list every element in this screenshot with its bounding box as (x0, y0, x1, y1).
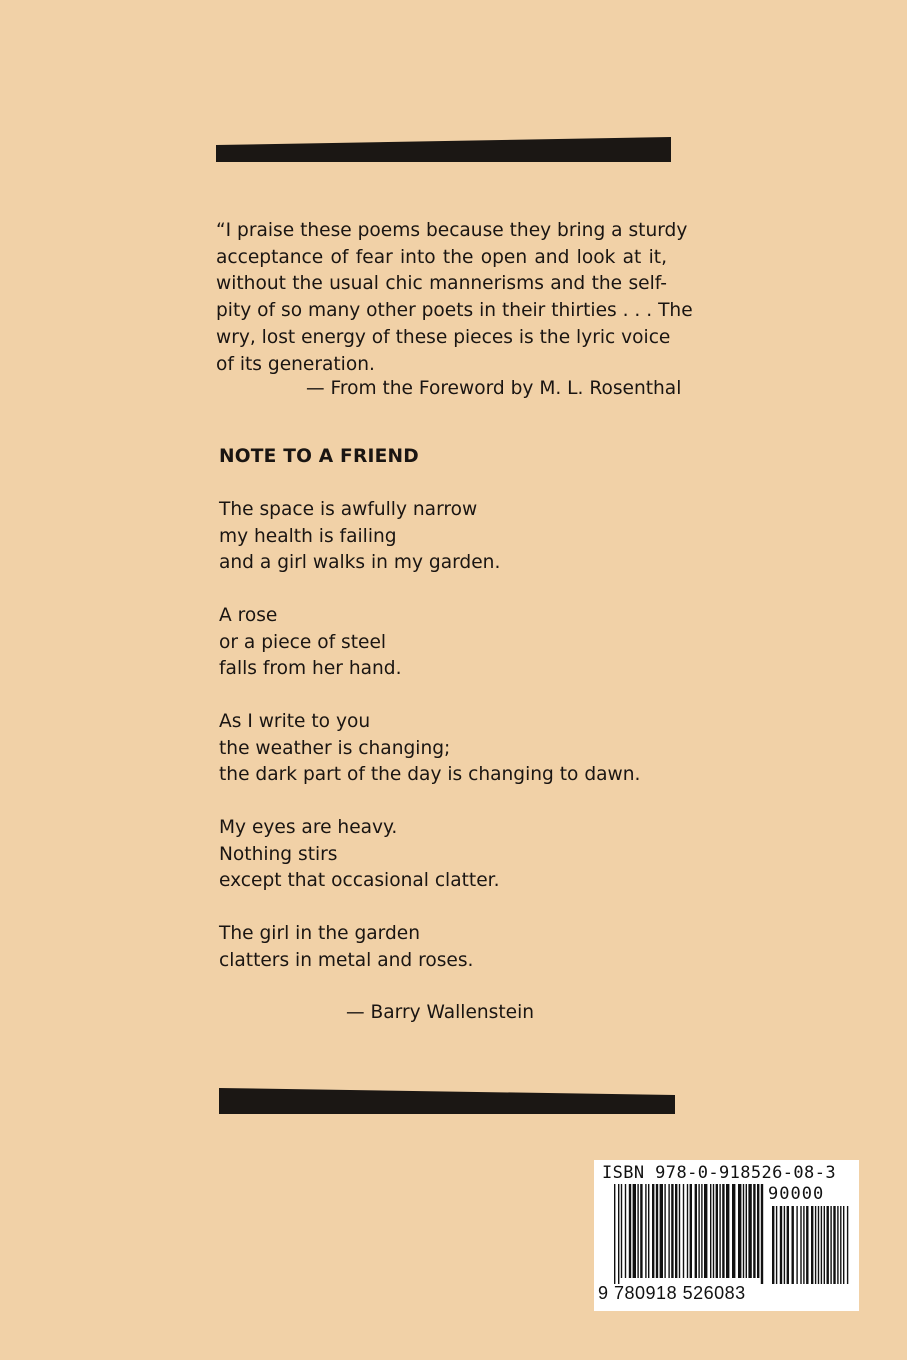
barcode-bar (679, 1184, 680, 1278)
barcode-bar (837, 1206, 838, 1284)
blurb-line: without the usual chic mannerisms and the self- (216, 273, 667, 295)
barcode-bar (640, 1184, 642, 1278)
poem-line: and a girl walks in my garden. (219, 552, 501, 573)
poem-title: NOTE TO A FRIEND (219, 446, 419, 467)
barcode-bar (621, 1184, 622, 1278)
barcode-bar (633, 1184, 636, 1278)
poem-stanza-1 (219, 497, 500, 577)
barcode-bar (675, 1184, 677, 1278)
barcode-bar (652, 1184, 654, 1278)
barcode-bar (806, 1206, 808, 1284)
poem-line: The girl in the garden (219, 923, 421, 944)
barcode-bar (815, 1206, 816, 1284)
barcode-bar (830, 1206, 831, 1284)
poem-line: or a piece of steel (219, 631, 387, 653)
barcode-bar (840, 1206, 841, 1284)
barcode-bar (821, 1206, 822, 1284)
isbn-label: ISBN 978-0-918526-08-3 (602, 1163, 836, 1183)
barcode-bar (753, 1184, 755, 1278)
barcode-bar (614, 1184, 615, 1284)
barcode-bar (722, 1184, 724, 1278)
barcode-bar (757, 1184, 759, 1278)
poem-line: the weather is changing; (219, 737, 451, 759)
blurb-line: of its generation. (216, 353, 375, 375)
barcode-bar (625, 1184, 626, 1278)
barcode-bar (732, 1184, 735, 1278)
poem-line: As I write to you (219, 711, 371, 732)
barcode-bar (648, 1184, 649, 1278)
barcode-bar (687, 1184, 688, 1278)
barcode-bar (746, 1184, 747, 1278)
top-divider-bar (216, 137, 671, 162)
barcode-bar (800, 1206, 801, 1284)
barcode-bar (833, 1206, 835, 1284)
poem-line: Nothing stirs (219, 843, 338, 865)
poem-line: my health is failing (219, 525, 397, 547)
barcode-bar (843, 1206, 844, 1284)
barcode-digits: 9 780918 526083 (598, 1283, 746, 1303)
barcode-bar (743, 1184, 744, 1278)
barcode-bar (824, 1206, 825, 1284)
barcode-bar (710, 1184, 711, 1278)
poem-stanza-5 (219, 921, 473, 974)
poem-line: the dark part of the day is changing to dawn. (219, 764, 641, 785)
barcode-bar (818, 1206, 819, 1284)
barcode-bar (701, 1184, 702, 1278)
barcode-bar (748, 1184, 751, 1278)
poem-line: My eyes are heavy. (219, 817, 398, 838)
poem-line: A rose (219, 605, 278, 626)
barcode-bar (827, 1206, 829, 1284)
blurb-line: acceptance of fear into the open and look at it, (216, 246, 667, 268)
poem-line: except that occasional clatter. (219, 870, 500, 891)
blurb-line: “I praise these poems because they bring a sturdy (216, 220, 688, 241)
barcode-bar (664, 1184, 665, 1278)
barcode-addon-digits: 90000 (768, 1184, 825, 1204)
barcode-bar (671, 1184, 673, 1278)
poem-stanza-4 (219, 815, 499, 895)
barcode-bar (761, 1184, 763, 1284)
barcode-bar (716, 1184, 718, 1278)
barcode-bar (847, 1206, 848, 1284)
bottom-divider-bar (219, 1088, 675, 1114)
barcode-bar (803, 1206, 804, 1284)
foreword-blurb (216, 218, 693, 378)
isbn-barcode (594, 1160, 859, 1311)
barcode-bar (796, 1206, 797, 1284)
barcode-bar (698, 1184, 699, 1278)
barcode-bar (695, 1184, 697, 1278)
blurb-line: wry, lost energy of these pieces is the lyric voice (216, 326, 671, 348)
barcode-bar (811, 1206, 813, 1284)
blurb-line: pity of so many other poets in their thirties . . . The (216, 300, 693, 322)
barcode-bar (645, 1184, 646, 1278)
barcode-bar (668, 1184, 669, 1278)
barcode-bar (629, 1184, 631, 1278)
poem-line: clatters in metal and roses. (219, 949, 474, 971)
barcode-bar (726, 1184, 729, 1278)
barcode-bar (660, 1184, 663, 1278)
poem-line: The space is awfully narrow (219, 499, 478, 520)
barcode-bar (690, 1184, 692, 1278)
poem-signature: — Barry Wallenstein (346, 1002, 535, 1023)
barcode-bar (713, 1184, 714, 1278)
barcode-bar (656, 1184, 658, 1278)
poem-stanza-3 (219, 709, 640, 789)
barcode-bar (683, 1184, 684, 1278)
barcode-bar (772, 1206, 774, 1284)
blurb-attribution: — From the Foreword by M. L. Rosenthal (306, 378, 682, 399)
barcode-bar (618, 1184, 619, 1284)
poem-stanza-2 (219, 603, 402, 683)
barcode-bar (776, 1206, 777, 1284)
barcode-bar (637, 1184, 638, 1278)
poem-line: falls from her hand. (219, 658, 402, 679)
barcode-bar (719, 1184, 720, 1278)
barcode-bar (792, 1206, 794, 1284)
barcode-bar (738, 1184, 741, 1278)
barcode-bar (784, 1206, 785, 1284)
barcode-bar (704, 1184, 707, 1278)
barcode-bar (780, 1206, 782, 1284)
barcode-bar (787, 1206, 789, 1284)
